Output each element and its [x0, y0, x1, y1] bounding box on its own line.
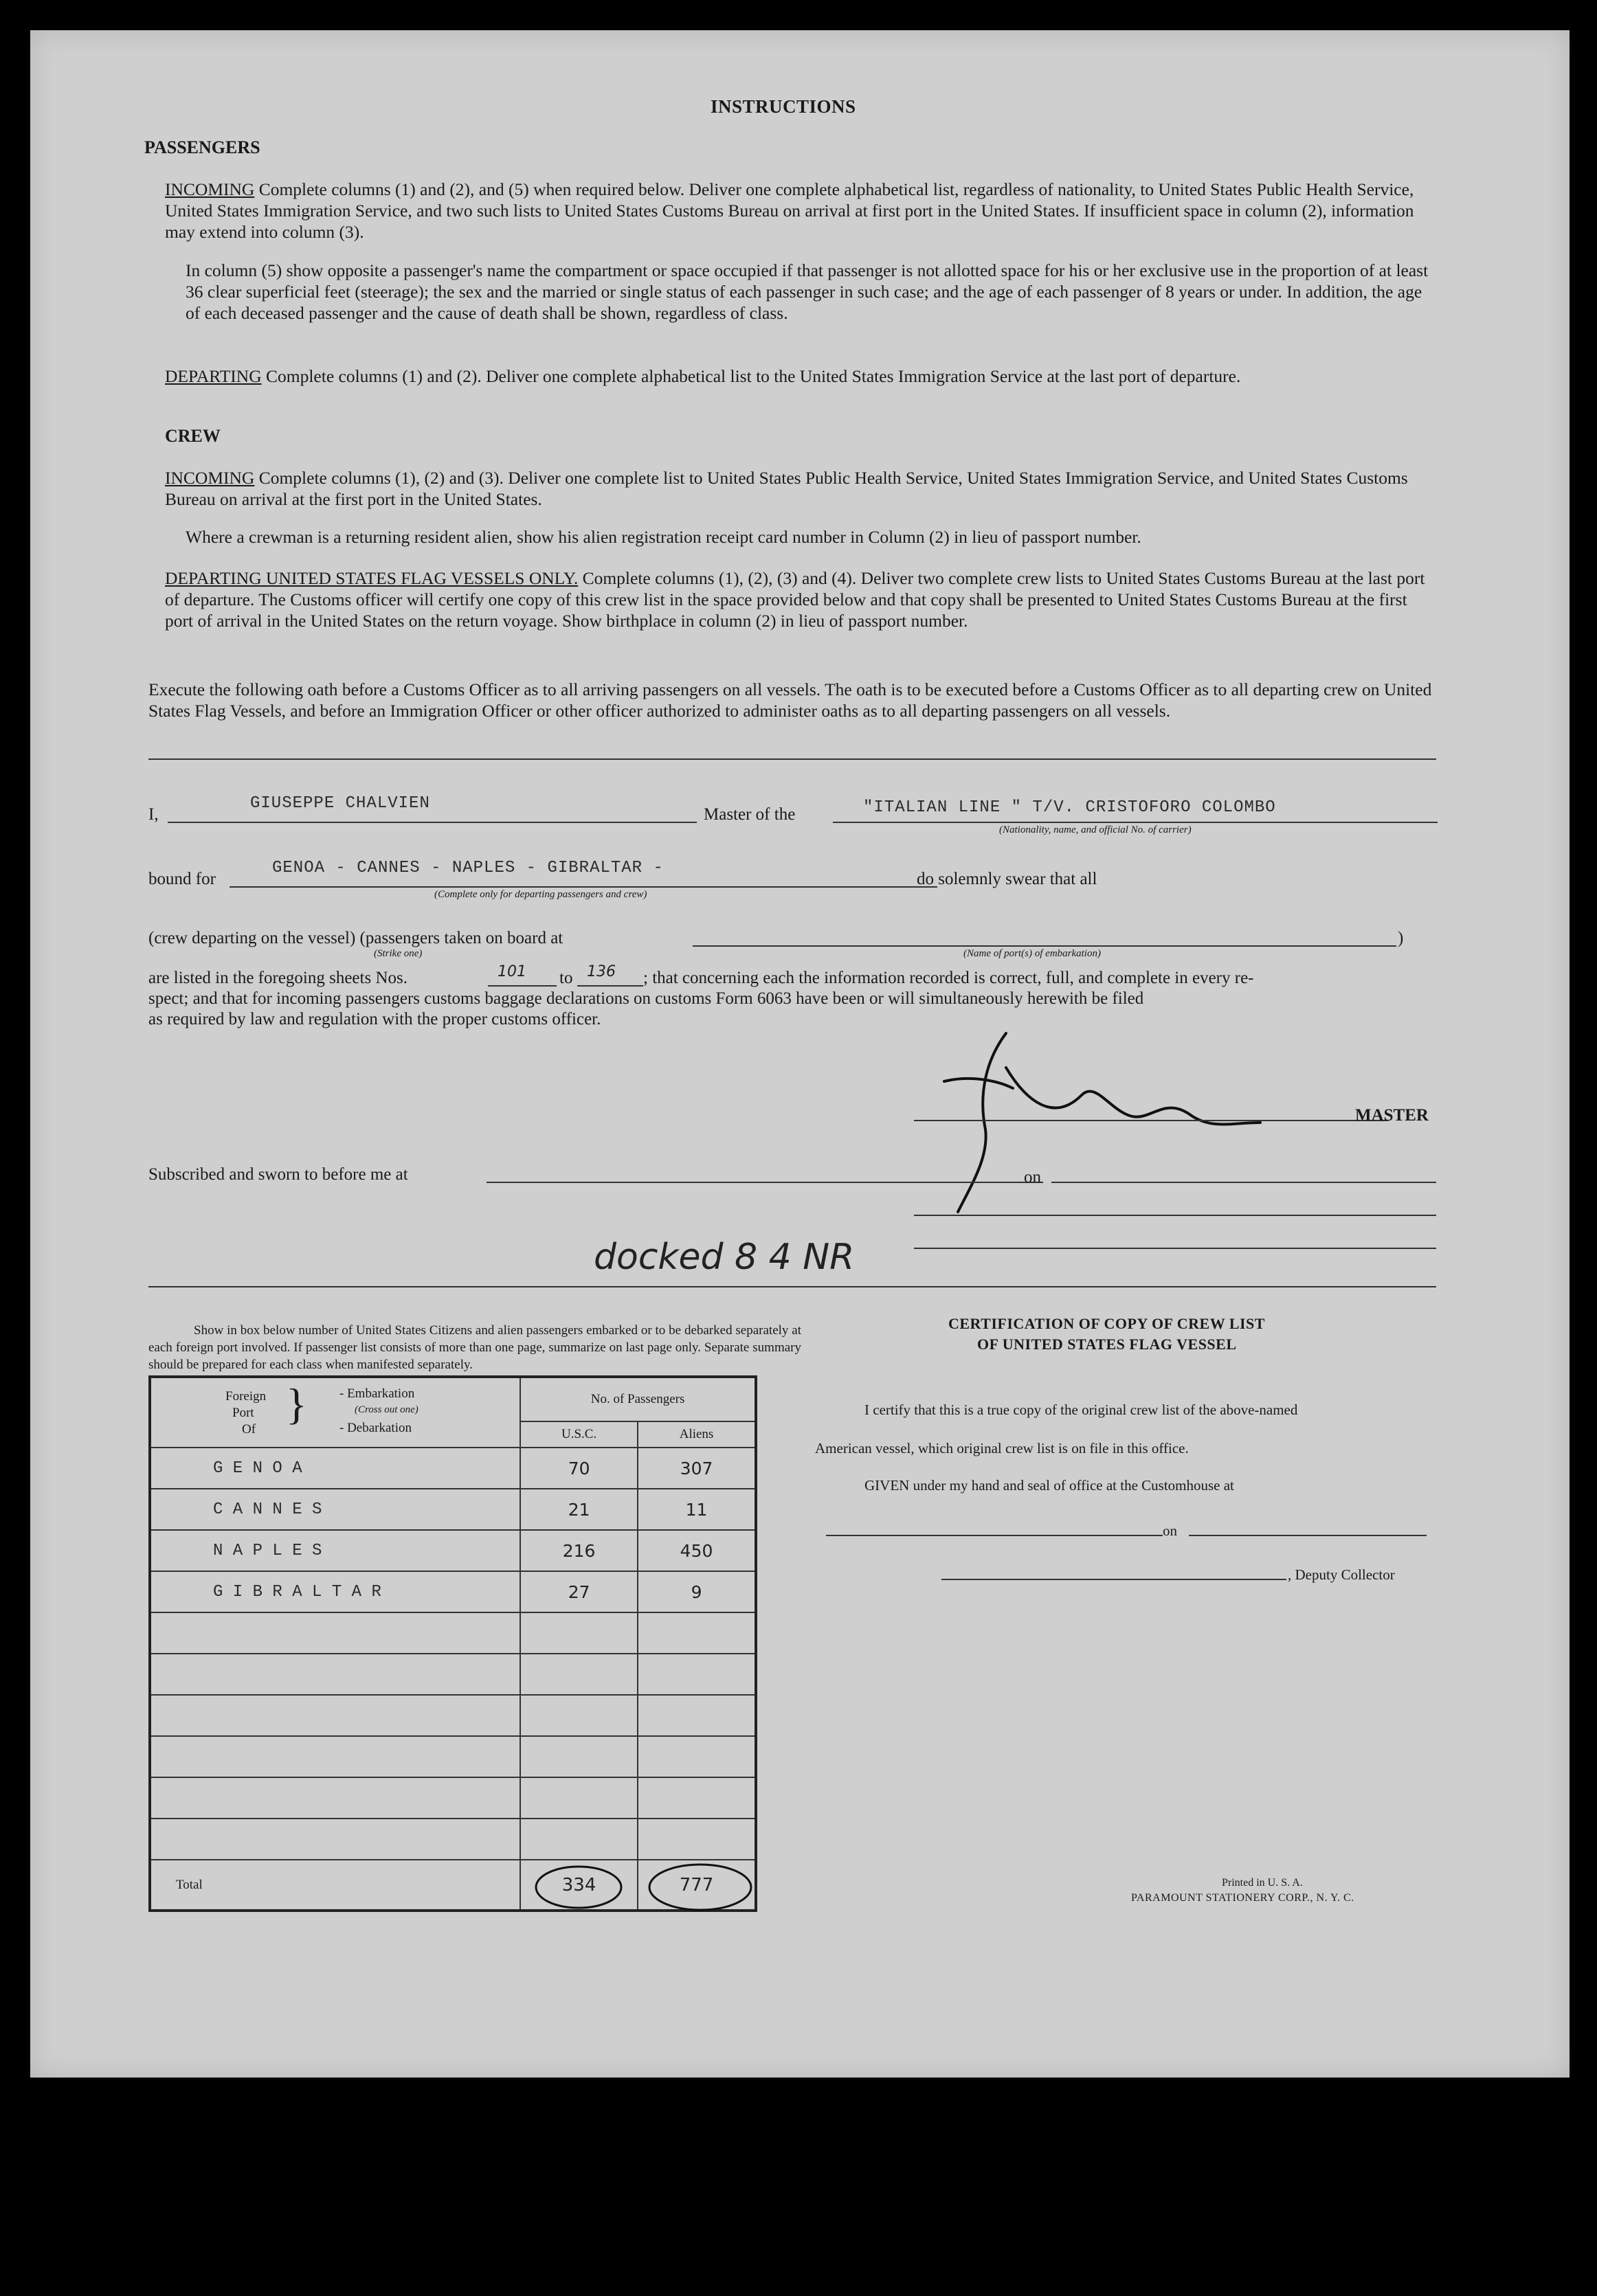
swear-text: do solemnly swear that all: [917, 870, 1097, 888]
bound-for-line: [230, 886, 937, 888]
passengers-heading: PASSENGERS: [144, 137, 260, 157]
american-text: American vessel, which original crew list is on file in this office.: [815, 1440, 1189, 1456]
total-usc: 334: [561, 1874, 596, 1895]
summary-row: [150, 1695, 756, 1736]
subscribed-label: Subscribed and sworn to before me at: [148, 1165, 408, 1184]
vessel-caption: (Nationality, name, and official No. of carrier): [999, 824, 1192, 835]
strike-caption: (Strike one): [374, 948, 423, 959]
certification-date-line: [1189, 1535, 1427, 1536]
header-foreign: Foreign: [225, 1389, 267, 1404]
departing-flag-text: Complete columns (1), (2), (3) and (4). Deliver two complete crew lists to United States Customs Bureau at the last port of departure. The Customs officer will certify one copy of this crew list in the space provided below and that copy shall be presented to United States Customs Bureau at the first port of arrival in the United States on the return voyage. Show birthplace in column (2) in lieu of passport number.: [165, 568, 1425, 631]
summary-usc: [520, 1654, 638, 1695]
crewman-paragraph: Where a crewman is a returning resident alien, show his alien registration receipt card number in Column (2) in lieu of passport number.: [186, 527, 1141, 547]
summary-usc: 216: [520, 1530, 638, 1571]
handwritten-note: docked 8 4 NR: [594, 1237, 855, 1278]
subscribed-on-line: [1051, 1182, 1436, 1183]
sheet-to-line: [577, 985, 643, 987]
summary-aliens: [638, 1819, 756, 1860]
summary-port: [150, 1695, 520, 1736]
master-label: MASTER: [1355, 1106, 1429, 1125]
summary-usc: [520, 1695, 638, 1736]
crew-incoming-label: INCOMING: [165, 468, 255, 488]
summary-aliens: 11: [638, 1489, 756, 1530]
summary-aliens: [638, 1695, 756, 1736]
summary-usc: 21: [520, 1489, 638, 1530]
master-name-line: [168, 822, 697, 823]
summary-usc: [520, 1777, 638, 1819]
summary-port: [150, 1777, 520, 1819]
master-signature: [903, 1020, 1288, 1226]
summary-usc: [520, 1819, 638, 1860]
total-usc-cell: [520, 1860, 638, 1911]
summary-row: [150, 1612, 756, 1654]
crew-heading: CREW: [165, 426, 221, 446]
column5-paragraph: In column (5) show opposite a passenger's name the compartment or space occupied if that passenger is not allotted space for his or her exclusive use in the proportion of at least 36 clear superficial feet (steerage); the sex and the married or single status of each passenger in such case; and the age of each passenger of 8 years or under. In addition, the age of each deceased passenger and the cause of death shall be shown, regardless of class.: [186, 260, 1429, 323]
i-label: I,: [148, 805, 159, 824]
master-name-field: GIUSEPPE CHALVIEN: [250, 794, 430, 813]
summary-port: C A N N E S: [150, 1489, 520, 1530]
departing-flag-paragraph: [165, 567, 1429, 631]
listed-text: are listed in the foregoing sheets Nos.: [148, 969, 407, 987]
header-port-label: Port: [232, 1406, 254, 1420]
master-signature-line: [914, 1120, 1388, 1121]
summary-row: [150, 1819, 756, 1860]
printer-line-1: Printed in U. S. A.: [1222, 1877, 1303, 1889]
deputy-line: [941, 1579, 1286, 1580]
incoming-label: INCOMING: [165, 179, 255, 199]
summary-aliens: [638, 1654, 756, 1695]
summary-aliens: [638, 1612, 756, 1654]
header-aliens: Aliens: [638, 1421, 756, 1448]
summary-port: N A P L E S: [150, 1530, 520, 1571]
vessel-line: [833, 822, 1438, 823]
sheet-from-field: 101: [498, 963, 526, 980]
summary-row: [150, 1489, 756, 1530]
divider-bottom: [148, 1286, 1436, 1287]
departing-label: DEPARTING: [165, 366, 262, 386]
deputy-label: , Deputy Collector: [1288, 1566, 1395, 1583]
listed-text-2: ; that concerning each the information recorded is correct, full, and complete in every re-: [643, 969, 1254, 987]
header-embarkation: - Embarkation: [339, 1386, 415, 1401]
crew-departing-text: (crew departing on the vessel) (passengers taken on board at: [148, 929, 563, 947]
certify-text: I certify that this is a true copy of the original crew list of the above-named: [864, 1402, 1298, 1418]
summary-port: [150, 1654, 520, 1695]
summary-port: G E N O A: [150, 1448, 520, 1489]
summary-instructions: Show in box below number of United States Citizens and alien passengers embarked or to be debarked separately at each foreign port involved. If passenger list consists of more than one page, summarize on last page only. Separate summary should be prepared for each class when manifested separately.: [148, 1323, 801, 1372]
total-aliens: 777: [679, 1874, 714, 1895]
summary-row: [150, 1736, 756, 1777]
form-title: INSTRUCTIONS: [711, 96, 856, 117]
summary-aliens: [638, 1736, 756, 1777]
summary-aliens: 450: [638, 1530, 756, 1571]
departing-flag-label: DEPARTING UNITED STATES FLAG VESSELS ONLY.: [165, 568, 579, 588]
close-paren: ): [1398, 929, 1404, 947]
oath-instructions: Execute the following oath before a Customs Officer as to all arriving passengers on all vessels. The oath is to be executed before a Customs Officer as to all departing crew on United States Flag Vessels, and before an Immigration Officer or other officer authorized to administer oaths as to all departing passengers on all vessels.: [148, 679, 1432, 721]
certification-title-2: OF UNITED STATES FLAG VESSEL: [977, 1336, 1237, 1353]
subscribed-on-label: on: [1024, 1168, 1041, 1186]
respect-text: spect; and that for incoming passengers customs baggage declarations on customs Form 6063 have been or will simultaneously herewith be filed: [148, 989, 1144, 1008]
summary-port: [150, 1736, 520, 1777]
summary-usc: [520, 1612, 638, 1654]
summary-row: [150, 1448, 756, 1489]
ports-caption: (Name of port(s) of embarkation): [963, 948, 1101, 959]
summary-row: [150, 1571, 756, 1612]
header-cross-out: (Cross out one): [355, 1404, 418, 1415]
bound-caption: (Complete only for departing passengers and crew): [434, 889, 647, 900]
header-debarkation: - Debarkation: [339, 1421, 412, 1435]
certification-on-label: on: [1163, 1522, 1177, 1539]
summary-row: [150, 1777, 756, 1819]
incoming-passengers-paragraph: [165, 179, 1429, 243]
summary-usc: [520, 1736, 638, 1777]
summary-port: [150, 1612, 520, 1654]
summary-port: G I B R A L T A R: [150, 1571, 520, 1612]
form-sheet: [30, 30, 1570, 2078]
given-text: GIVEN under my hand and seal of office at the Customhouse at: [864, 1477, 1234, 1494]
summary-port: [150, 1819, 520, 1860]
summary-usc: 27: [520, 1571, 638, 1612]
bound-for-label: bound for: [148, 870, 216, 888]
crew-incoming-paragraph: [165, 467, 1429, 510]
departing-passengers-paragraph: [165, 365, 1429, 387]
customhouse-line: [826, 1535, 1163, 1536]
header-no-passengers: No. of Passengers: [520, 1377, 756, 1421]
sheet-to-field: 136: [587, 963, 616, 980]
divider-top: [148, 758, 1436, 760]
summary-aliens: [638, 1777, 756, 1819]
total-label: Total: [150, 1860, 520, 1911]
departing-text: Complete columns (1) and (2). Deliver one complete alphabetical list to the United States Immigration Service at the last port of departure.: [266, 366, 1241, 386]
header-port: [150, 1377, 520, 1448]
summary-usc: 70: [520, 1448, 638, 1489]
vessel-field: "ITALIAN LINE " T/V. CRISTOFORO COLOMBO: [863, 798, 1276, 817]
header-of: Of: [242, 1422, 256, 1437]
header-usc: U.S.C.: [520, 1421, 638, 1448]
officer-line-1: [914, 1215, 1436, 1216]
master-of-label: Master of the: [704, 805, 796, 824]
certification-title-1: CERTIFICATION OF COPY OF CREW LIST: [948, 1315, 1265, 1332]
crew-incoming-text: Complete columns (1), (2) and (3). Deliver one complete list to United States Public Health Service, United States Immigration Service, and United States Customs Bureau on arrival at the first port in the United States.: [165, 468, 1408, 509]
ports-line: [693, 945, 1396, 947]
summary-aliens: 307: [638, 1448, 756, 1489]
subscribed-at-line: [487, 1182, 1043, 1183]
summary-aliens: 9: [638, 1571, 756, 1612]
total-aliens-circle: [645, 1862, 755, 1913]
brace-icon: }: [286, 1380, 307, 1428]
regulation-text: as required by law and regulation with the proper customs officer.: [148, 1010, 601, 1028]
incoming-text: Complete columns (1) and (2), and (5) when required below. Deliver one complete alphabetical list, regardless of nationality, to United States Public Health Service, United States Immigration Service, and two such lists to United States Customs Bureau on arrival at first port in the United States. If insufficient space in column (2), information may extend into column (3).: [165, 179, 1414, 242]
officer-line-2: [914, 1248, 1436, 1249]
summary-row: [150, 1530, 756, 1571]
summary-row: [150, 1654, 756, 1695]
printer-line-2: PARAMOUNT STATIONERY CORP., N. Y. C.: [1131, 1892, 1354, 1904]
passenger-summary-table: [148, 1375, 757, 1912]
sheet-from-line: [488, 985, 557, 987]
to-label: to: [559, 969, 573, 987]
total-aliens-cell: [638, 1860, 756, 1911]
bound-for-field: GENOA - CANNES - NAPLES - GIBRALTAR -: [272, 859, 664, 877]
total-usc-circle: [532, 1863, 625, 1911]
